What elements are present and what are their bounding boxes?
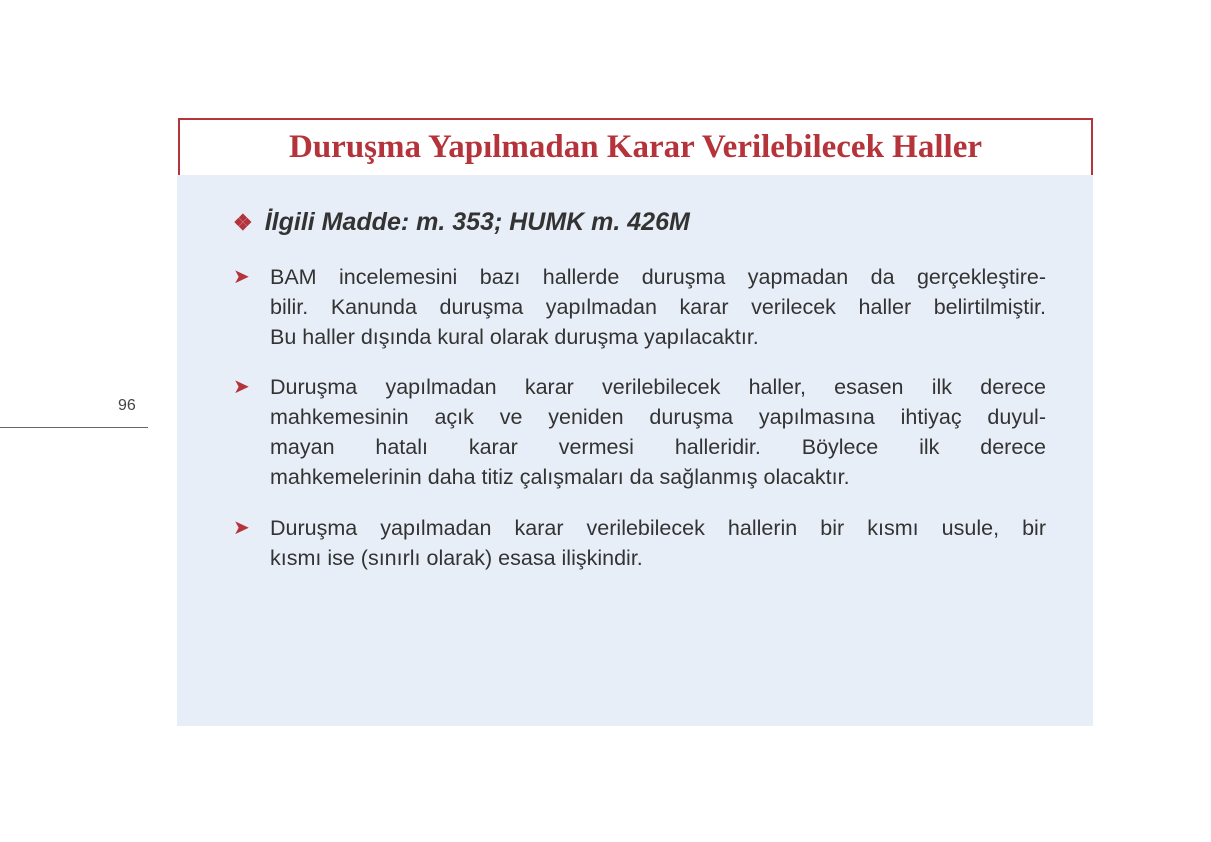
heading-text: İlgili Madde: m. 353; HUMK m. 426M bbox=[264, 208, 690, 236]
item-line: Bu haller dışında kural olarak duruşma yapılacaktır. bbox=[270, 325, 759, 349]
diamond-bullet-icon: ❖ bbox=[233, 209, 253, 235]
arrow-bullet-icon: ➤ bbox=[233, 376, 250, 398]
page-number-rule bbox=[0, 427, 148, 428]
item-line: Duruşma yapılmadan karar verilebilecek haller, esasen ilk derece bbox=[270, 375, 1046, 399]
item-line: mahkemesinin açık ve yeniden duruşma yapılmasına ihtiyaç duyul- bbox=[270, 405, 1046, 429]
item-line: Duruşma yapılmadan karar verilebilecek hallerin bir kısmı usule, bir bbox=[270, 516, 1046, 540]
page-title: Duruşma Yapılmadan Karar Verilebilecek Haller bbox=[289, 129, 982, 165]
item-line: bilir. Kanunda duruşma yapılmadan karar verilecek haller belirtilmiştir. bbox=[270, 295, 1046, 319]
title-box bbox=[178, 118, 1093, 177]
item-line: BAM incelemesini bazı hallerde duruşma yapmadan da gerçekleştire- bbox=[270, 265, 1046, 289]
list-item bbox=[233, 513, 1046, 573]
item-line: mayan hatalı karar vermesi halleridir. Böylece ilk derece bbox=[270, 435, 1046, 459]
item-line: mahkemelerinin daha titiz çalışmaları da sağlanmış olacaktır. bbox=[270, 465, 850, 489]
arrow-bullet-icon: ➤ bbox=[233, 517, 250, 539]
list-item bbox=[233, 262, 1046, 352]
article-heading bbox=[233, 208, 690, 237]
list-item bbox=[233, 372, 1046, 492]
item-line: kısmı ise (sınırlı olarak) esasa ilişkindir. bbox=[270, 546, 643, 570]
arrow-bullet-icon: ➤ bbox=[233, 266, 250, 288]
page-number: 96 bbox=[118, 397, 136, 414]
